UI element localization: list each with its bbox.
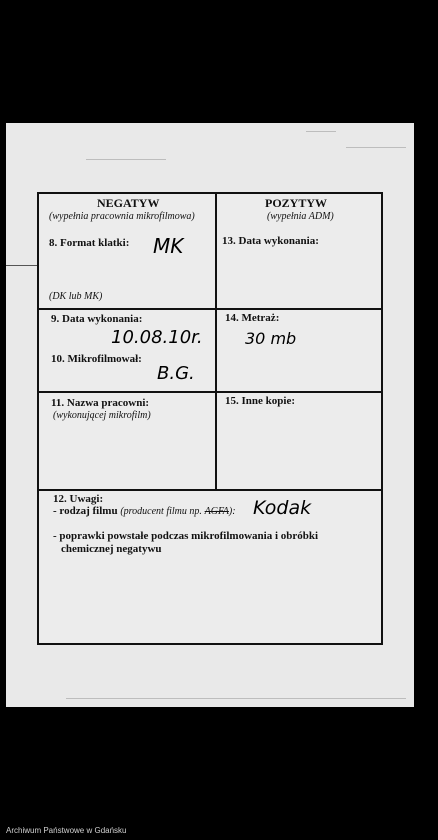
format-label: 8. Format klatki: bbox=[49, 237, 130, 249]
scan-mark bbox=[346, 147, 406, 148]
format-value: MK bbox=[153, 234, 184, 258]
pozytyw-subtitle: (wypełnia ADM) bbox=[267, 211, 334, 222]
microfilm-form bbox=[37, 192, 383, 645]
row-divider bbox=[39, 489, 381, 491]
film-type-hint-struck: AGFA bbox=[204, 506, 229, 517]
lab-hint: (wykonującej mikrofilm) bbox=[53, 410, 151, 421]
copies-label: 15. Inne kopie: bbox=[225, 395, 295, 407]
archive-footer: Archiwum Państwowe w Gdańsku bbox=[6, 826, 127, 835]
lab-label: 11. Nazwa pracowni: bbox=[51, 397, 150, 409]
scan-mark bbox=[86, 159, 166, 160]
film-type-hint: (producent filmu np. bbox=[120, 506, 202, 517]
negatyw-date-value: 10.08.10r. bbox=[111, 327, 203, 348]
film-type-line bbox=[53, 505, 236, 517]
format-hint: (DK lub MK) bbox=[49, 291, 103, 302]
length-value: 30 mb bbox=[245, 329, 297, 348]
film-type-hint-end: ): bbox=[228, 506, 236, 517]
negatyw-date-label: 9. Data wykonania: bbox=[51, 313, 143, 325]
film-type-label: - rodzaj filmu bbox=[53, 505, 118, 517]
negatyw-subtitle: (wypełnia pracownia mikrofilmowa) bbox=[49, 211, 195, 222]
scan-mark bbox=[306, 131, 336, 132]
corrections-line-2: chemicznej negatywu bbox=[61, 543, 162, 555]
film-type-value: Kodak bbox=[253, 497, 312, 519]
negatyw-title: NEGATYW bbox=[97, 196, 160, 210]
filmed-by-label: 10. Mikrofilmował: bbox=[51, 353, 142, 365]
filmed-by-value: B.G. bbox=[157, 363, 195, 384]
column-divider bbox=[215, 194, 217, 491]
remarks-label: 12. Uwagi: bbox=[53, 493, 104, 505]
pozytyw-title: POZYTYW bbox=[265, 196, 328, 210]
scan-mark bbox=[66, 698, 406, 699]
length-label: 14. Metraż: bbox=[225, 312, 280, 324]
pozytyw-date-label: 13. Data wykonania: bbox=[222, 235, 319, 247]
row-divider bbox=[39, 308, 381, 310]
corrections-line-1: - poprawki powstałe podczas mikrofilmowania i obróbki bbox=[53, 530, 319, 542]
row-divider bbox=[39, 391, 381, 393]
